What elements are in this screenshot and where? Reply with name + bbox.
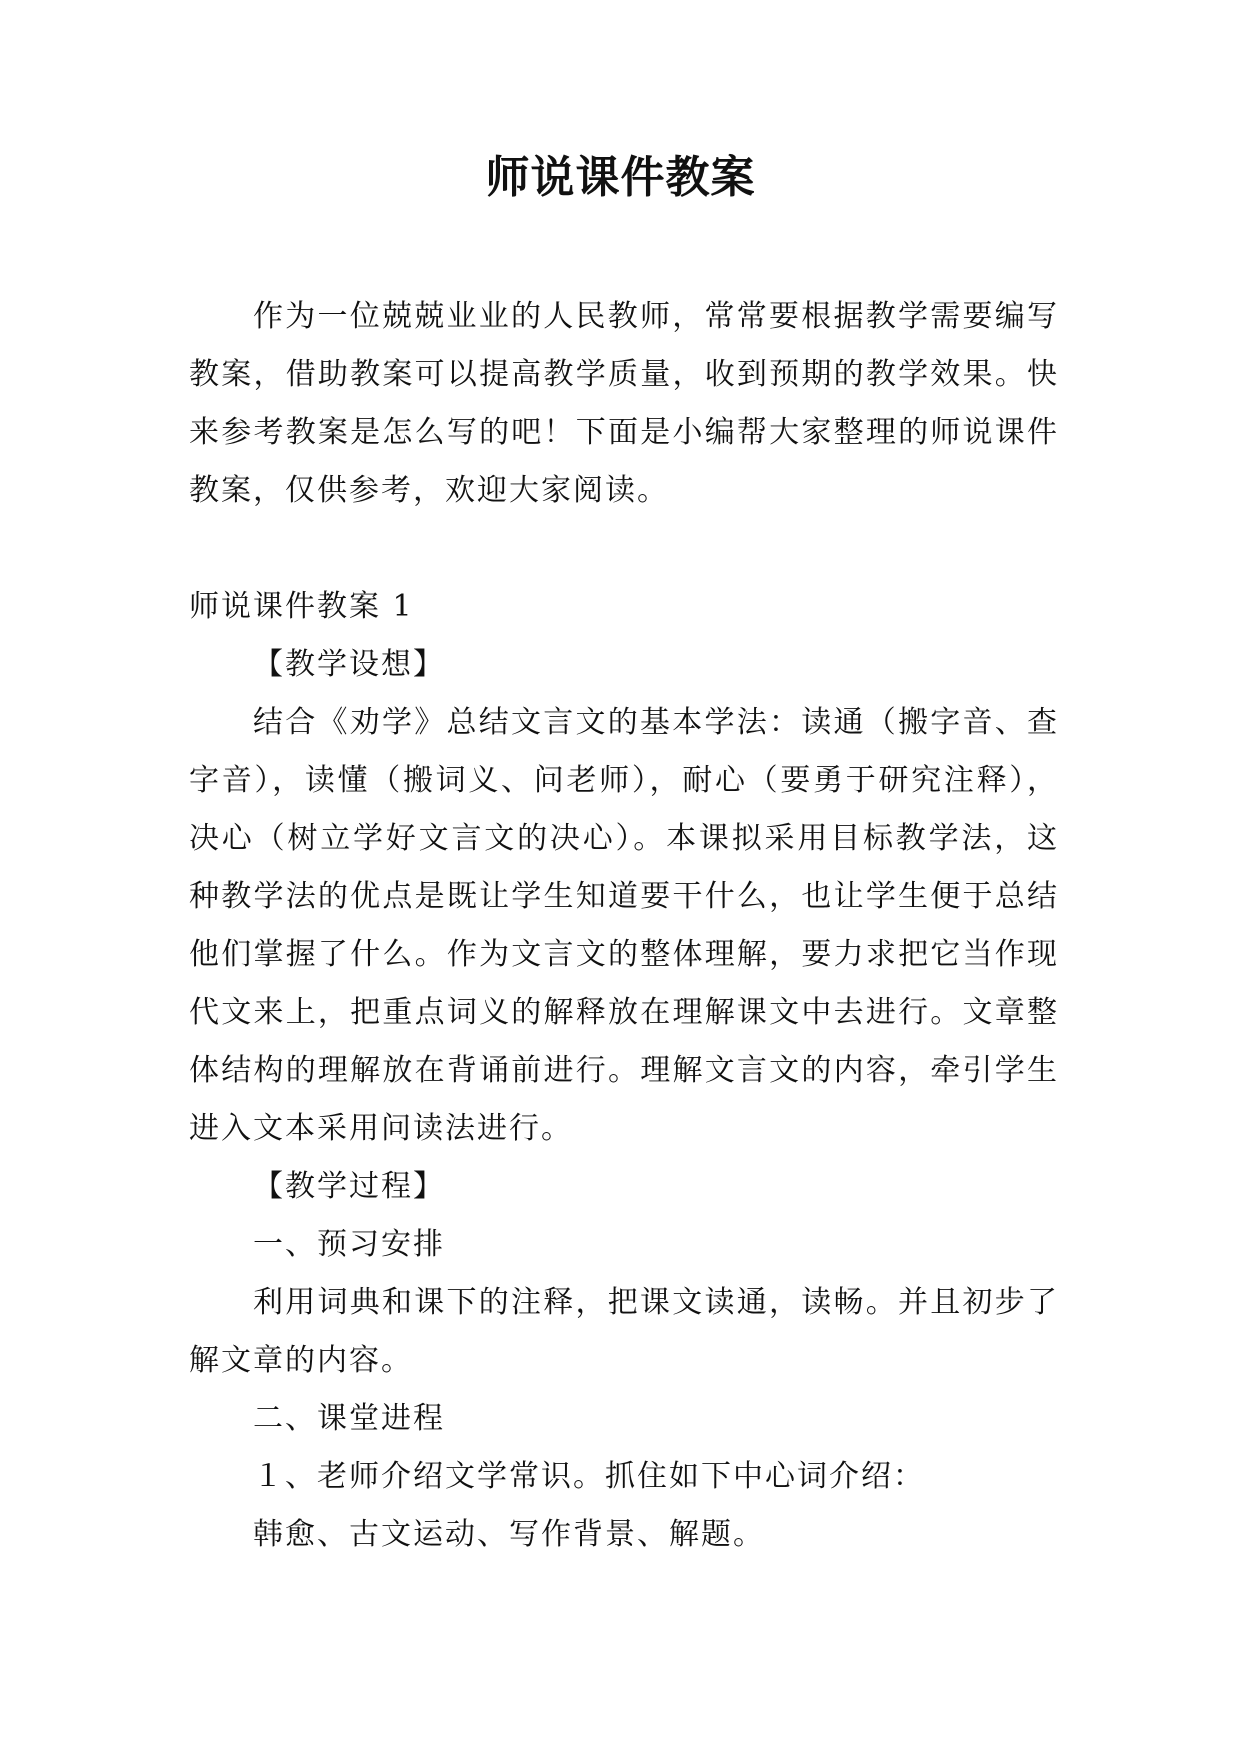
step-1-paragraph: 利用词典和课下的注释，把课文读通，读畅。并且初步了解文章的内容。 — [189, 1285, 1059, 1378]
teaching-idea-paragraph: 结合《劝学》总结文言文的基本学法：读通（搬字音、查字音），读懂（搬词义、问老师），耐心（要勇于研究注释），决心（树立学好文言文的决心）。本课拟采用目标教学法，这种教学法的优点是既让学生知道要干什么，也让学生便于总结他们掌握了什么。作为文言文的整体理解，要力求把它当作现代文来上，把重点词义的解释放在理解课文中去进行。文章整体结构的理解放在背诵前进行。理解文言文的内容，牵引学生进入文本采用问读法进行。 — [189, 705, 1059, 1146]
step-2-heading: 二、课堂进程 — [253, 1401, 445, 1436]
section-heading: 师说课件教案 1 — [189, 589, 414, 624]
teaching-idea-heading: 【教学设想】 — [253, 647, 445, 682]
step-2-item-1: １、老师介绍文学常识。抓住如下中心词介绍： — [253, 1459, 925, 1494]
section-1 — [189, 578, 1059, 1564]
step-2-item-1-detail: 韩愈、古文运动、写作背景、解题。 — [253, 1517, 765, 1552]
document-title: 师说课件教案 — [485, 152, 756, 203]
teaching-process-heading: 【教学过程】 — [253, 1169, 445, 1204]
intro-paragraph: 作为一位兢兢业业的人民教师，常常要根据教学需要编写教案，借助教案可以提高教学质量，收到预期的教学效果。快来参考教案是怎么写的吧！下面是小编帮大家整理的师说课件教案，仅供参考，欢迎大家阅读。 — [189, 299, 1059, 508]
step-1-heading: 一、预习安排 — [253, 1227, 445, 1262]
intro-block — [189, 288, 1059, 520]
